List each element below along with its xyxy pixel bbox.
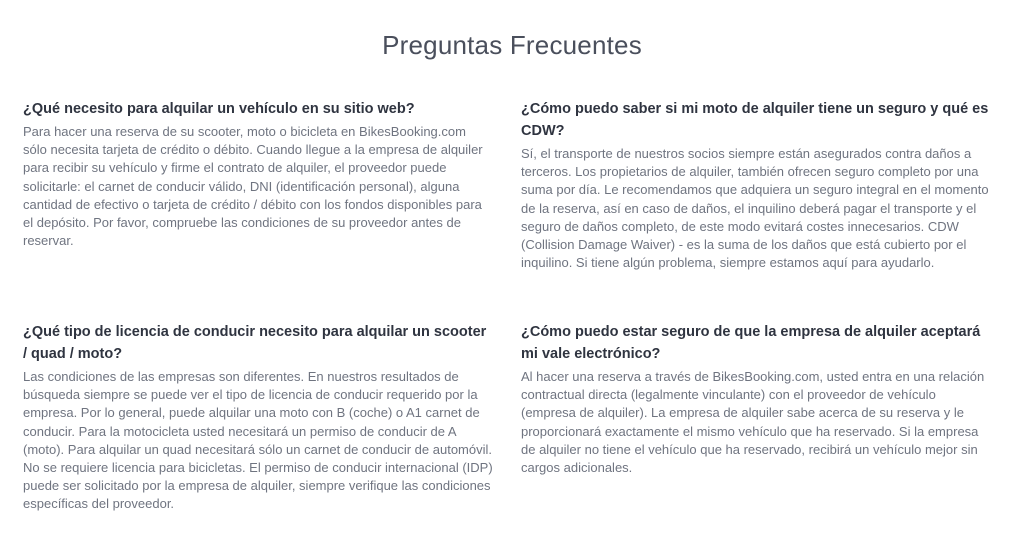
faq-item: [23, 321, 493, 514]
faq-question: ¿Cómo puedo estar seguro de que la empresa de alquiler aceptará mi vale electrónico?: [521, 324, 981, 362]
page-title: Preguntas Frecuentes: [382, 30, 642, 60]
faq-answer: Sí, el transporte de nuestros socios siempre están asegurados contra daños a terceros. Los propietarios de alquiler, también ofrecen seguro completo por una suma por día. Le recomendamos que adquiera un seguro integral en el momento de la reserva, así en caso de daños, el inquilino deberá pagar el transporte y el seguro de daños completo, de este modo evitará costes innecesarios. CDW (Collision Damage Waiver) - es la suma de los daños que está cubierto por el inquilino. Si tiene algún problema, siempre estamos aquí para ayudarlo.: [521, 146, 989, 271]
faq-item: [521, 321, 991, 477]
faq-answer: Para hacer una reserva de su scooter, moto o bicicleta en BikesBooking.com sólo necesita tarjeta de crédito o débito. Cuando llegue a la empresa de alquiler para recibir su vehículo y firme el contrato de alquiler, el proveedor puede solicitarle: el carnet de conducir válido, DNI (identificación personal), alguna cantidad de efectivo o tarjeta de crédito / débito con los fondos disponibles para el depósito. Por favor, compruebe las condiciones de su proveedor antes de reservar.: [23, 124, 483, 249]
faq-question: ¿Cómo puedo saber si mi moto de alquiler tiene un seguro y qué es CDW?: [521, 101, 989, 139]
faq-question: ¿Qué tipo de licencia de conducir necesito para alquilar un scooter / quad / moto?: [23, 324, 487, 362]
faq-item: [23, 98, 493, 250]
faq-answer: Al hacer una reserva a través de BikesBooking.com, usted entra en una relación contractual directa (legalmente vinculante) con el proveedor de vehículo (empresa de alquiler). La empresa de alquiler sabe acerca de su reserva y le proporcionará exactamente el mismo vehículo que ha reservado. Si la empresa de alquiler no tiene el vehículo que ha reservado, recibirá un vehículo mejor sin cargos adicionales.: [521, 369, 985, 476]
faq-answer: Las condiciones de las empresas son diferentes. En nuestros resultados de búsqueda siempre se puede ver el tipo de licencia de conducir requerido por la empresa. Por lo general, puede alquilar una moto con B (coche) o A1 carnet de conducir. Para la motocicleta usted necesitará un permiso de conducir de A (moto). Para alquilar un quad necesitará sólo un carnet de conducir de automóvil. No se requiere licencia para bicicletas. El permiso de conducir internacional (IDP) puede ser solicitado por la empresa de alquiler, siempre verifique las condiciones específicas del proveedor.: [23, 369, 493, 512]
faq-item: [521, 98, 991, 272]
faq-question: ¿Qué necesito para alquilar un vehículo en su sitio web?: [23, 101, 415, 117]
